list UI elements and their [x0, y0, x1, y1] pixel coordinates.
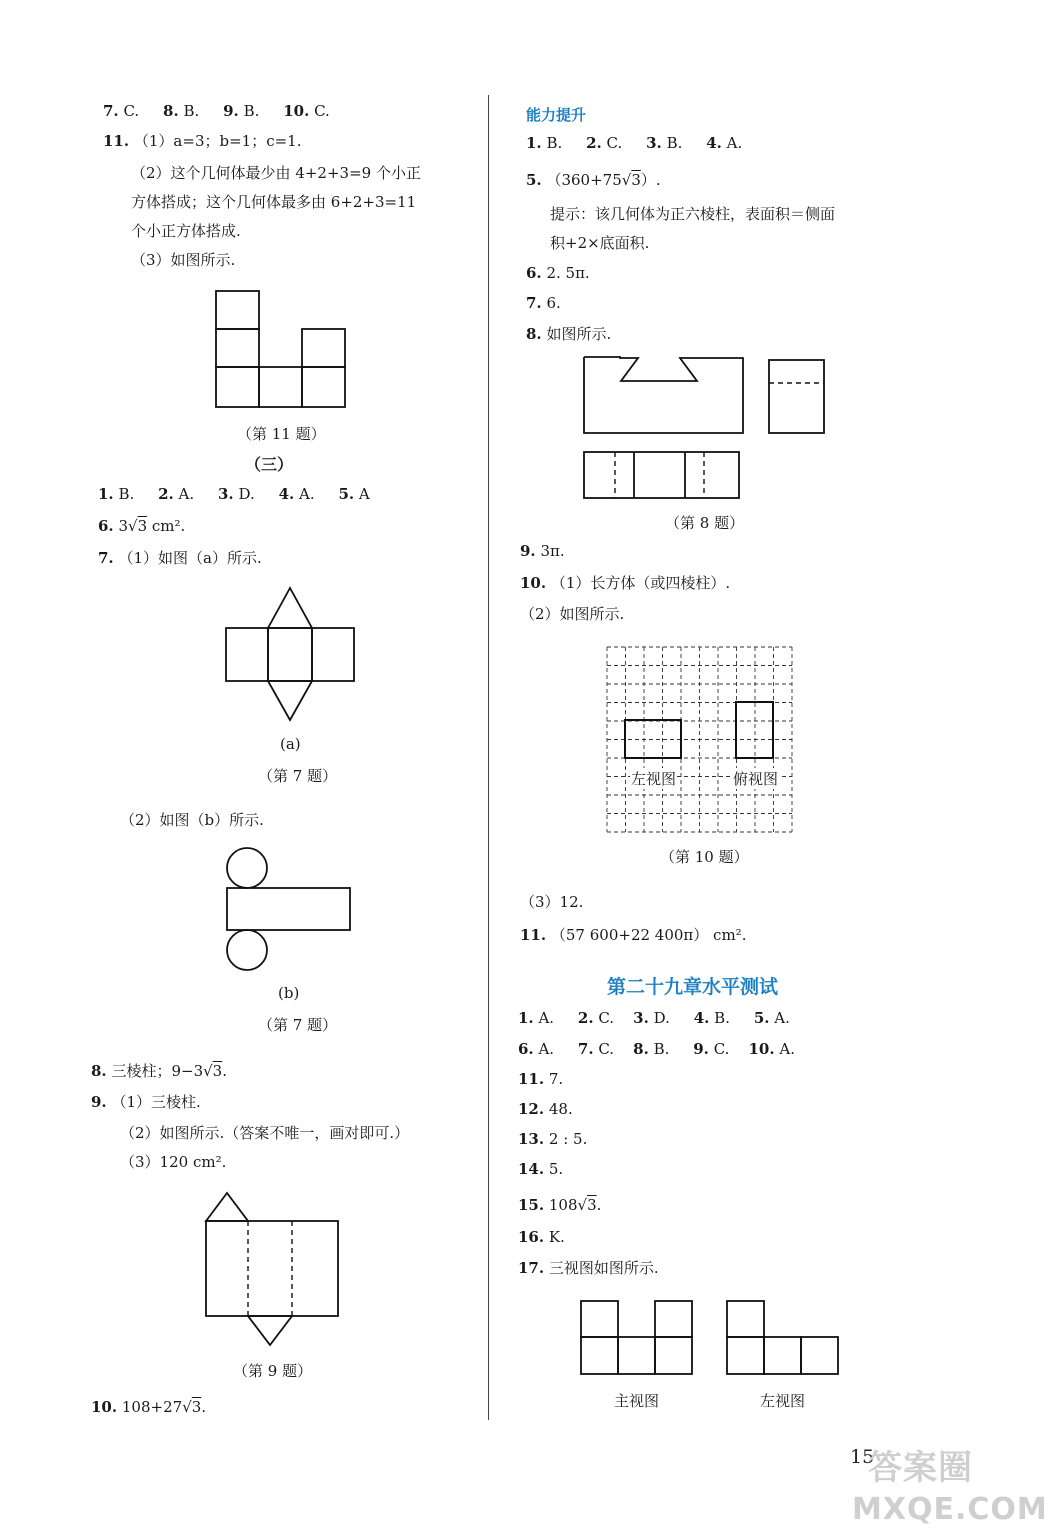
dotted-grid: [607, 647, 792, 832]
q10-label-left-view: 左视图: [631, 770, 677, 788]
q11-part2-line3: 个小正方体搭成.: [131, 222, 241, 240]
q9-figure: [203, 1190, 341, 1350]
r-q7: 7. 6.: [526, 294, 561, 312]
t-q12: 12. 48.: [518, 1100, 573, 1118]
answer-row-t1-5: 1. A. 2. C. 3. D. 4. B. 5. A.: [518, 1009, 790, 1027]
q11-part2-line1: （2）这个几何体最少由 4+2+3=9 个小正: [131, 164, 421, 182]
q7-caption-a: (a): [280, 735, 301, 753]
answer-row-r1-4: 1. B. 2. C. 3. B. 4. A.: [526, 134, 743, 152]
answer-row-7-10: 7. C. 8. B. 9. B. 10. C.: [103, 102, 330, 120]
q8-caption: （第 8 题）: [665, 514, 745, 532]
r-q5-hint1: 提示：该几何体为正六棱柱，表面积＝侧面: [550, 205, 836, 223]
r-q5: 5. （360+75√3）.: [526, 171, 661, 189]
q7-caption-b: (b): [278, 984, 300, 1002]
q7-caption-2: （第 7 题）: [258, 1016, 338, 1034]
r-q10-part2: （2）如图所示.: [520, 605, 625, 623]
chapter-heading: 第二十九章水平测试: [607, 976, 779, 998]
q7-caption-1: （第 7 题）: [258, 767, 338, 785]
answer-row-t6-10: 6. A. 7. C. 8. B. 9. C. 10. A.: [518, 1040, 795, 1058]
section-three-heading: （三）: [245, 455, 294, 474]
r-q10-part1: 10. （1）长方体（或四棱柱）.: [520, 574, 731, 592]
page-number: 15: [850, 1446, 875, 1468]
r-q11: 11. （57 600+22 400π） cm².: [520, 926, 747, 944]
t-q16: 16. K.: [518, 1228, 565, 1246]
t-q15: 15. 108√3.: [518, 1196, 602, 1214]
t-q11: 11. 7.: [518, 1070, 564, 1088]
t-q17: 17. 三视图如图所示.: [518, 1259, 659, 1277]
q10-caption: （第 10 题）: [660, 848, 749, 866]
q10-label-top-view: 俯视图: [733, 770, 779, 788]
t-q14: 14. 5.: [518, 1160, 564, 1178]
r-q8: 8. 如图所示.: [526, 325, 612, 343]
q11-part2-line2: 方体搭成；这个几何体最多由 6+2+3=11: [131, 193, 417, 211]
q9-caption: （第 9 题）: [233, 1362, 313, 1380]
q11-part1: 11. （1）a=3；b=1；c=1.: [103, 132, 302, 150]
s3-q9-part1: 9. （1）三棱柱.: [91, 1093, 201, 1111]
q10-grid-figure: [605, 645, 795, 833]
r-q6: 6. 2. 5π.: [526, 264, 590, 282]
q17-three-views-figure: [578, 1298, 843, 1378]
s3-q8: 8. 三棱柱；9−3√3.: [91, 1062, 227, 1080]
t-q13: 13. 2 : 5.: [518, 1130, 588, 1148]
section-heading-ability: 能力提升: [526, 106, 587, 124]
answer-row-s3-1-5: 1. B. 2. A. 3. D. 4. A. 5. A: [98, 485, 370, 503]
q7-figure-a: [222, 585, 357, 725]
column-divider: [488, 95, 489, 1420]
s3-q7-part2: （2）如图（b）所示.: [120, 811, 264, 829]
s3-q9-part3: （3）120 cm².: [120, 1153, 227, 1171]
q11-figure: [210, 288, 350, 413]
q17-label-front: 主视图: [614, 1392, 660, 1410]
s3-q7-part1: 7. （1）如图（a）所示.: [98, 549, 262, 567]
q8-figure: [580, 355, 830, 503]
s3-q6: 6. 3√3 cm².: [98, 517, 186, 535]
s3-q10: 10. 108+27√3.: [91, 1398, 207, 1416]
q17-label-left: 左视图: [760, 1392, 806, 1410]
watermark-logo: 答案圈: [868, 1448, 973, 1488]
s3-q9-part2: （2）如图所示.（答案不唯一，画对即可.）: [120, 1124, 410, 1142]
q11-caption: （第 11 题）: [237, 425, 326, 443]
watermark-url: MXQE.COM: [852, 1492, 1048, 1527]
q7-figure-b: [222, 845, 354, 975]
r-q5-hint2: 积+2×底面积.: [550, 234, 650, 252]
q11-part3: （3）如图所示.: [131, 251, 236, 269]
r-q9: 9. 3π.: [520, 542, 565, 560]
r-q10-part3: （3）12.: [520, 893, 584, 911]
